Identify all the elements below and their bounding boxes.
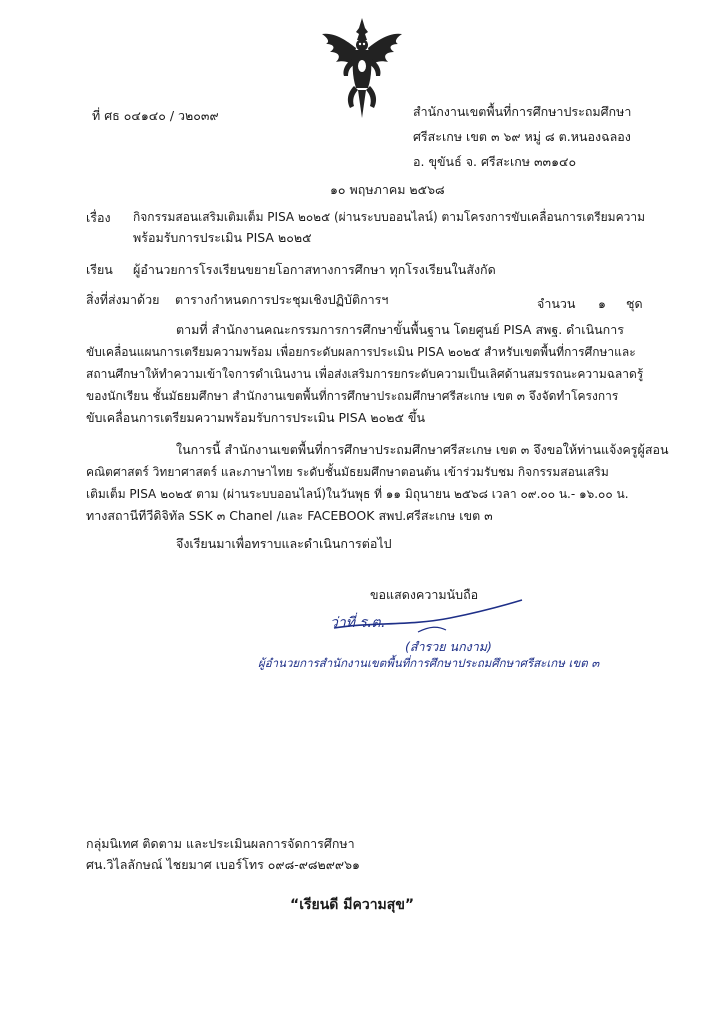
paragraph-1-line-5: ขับเคลื่อนการเตรียมความพร้อมรับการประเมิน PISA ๒๐๒๕ ขึ้น (86, 410, 426, 425)
footer-contact: ศน.วิไลลักษณ์ ไชยมาศ เบอร์โทร ๐๙๘-๙๘๒๙๙๖๑ (86, 857, 360, 872)
to-label: เรียน (86, 262, 113, 277)
to-text: ผู้อำนวยการโรงเรียนขยายโอกาสทางการศึกษา ทุกโรงเรียนในสังกัด (133, 262, 496, 277)
signature-script: ว่าที่ ร.ต. (330, 615, 385, 631)
signer-name: (สำรวย นกงาม) (405, 639, 492, 654)
footer-group: กลุ่มนิเทศ ติดตาม และประเมินผลการจัดการศึกษา (86, 836, 355, 851)
garuda-emblem-icon (318, 18, 406, 118)
enclosure-unit: ชุด (626, 296, 643, 311)
paragraph-2-line-1: ในการนี้ สำนักงานเขตพื้นที่การศึกษาประถมศึกษาศรีสะเกษ เขต ๓ จึงขอให้ท่านแจ้งครูผู้สอน (176, 442, 669, 457)
enclosure-qty: ๑ (598, 296, 606, 311)
paragraph-1-line-1: ตามที่ สำนักงานคณะกรรมการการศึกษาขั้นพื้นฐาน โดยศูนย์ PISA สพฐ. ดำเนินการ (176, 322, 624, 337)
paragraph-2-line-3: เติมเต็ม PISA ๒๐๒๕ ตาม (ผ่านระบบออนไลน์)ในวันพุธ ที่ ๑๑ มิถุนายน ๒๕๖๘ เวลา ๐๙.๐๐ น.- ๑๖.๐๐ น. (86, 487, 629, 501)
subject-label: เรื่อง (86, 210, 111, 225)
letter-number: ที่ ศธ ๐๔๑๔๐ / ว๒๐๓๙ (92, 108, 219, 123)
paragraph-1-line-2: ขับเคลื่อนแผนการเตรียมความพร้อม เพื่อยกระดับผลการประเมิน PISA ๒๐๒๕ สำหรับเขตพื้นที่การศึกษาและ (86, 345, 636, 359)
subject-line-1: กิจกรรมสอนเสริมเติมเต็ม PISA ๒๐๒๕ (ผ่านระบบออนไลน์) ตามโครงการขับเคลื่อนการเตรียมความ (133, 210, 645, 224)
letter-date: ๑๐ พฤษภาคม ๒๕๖๘ (330, 182, 445, 197)
enclosure-label: สิ่งที่ส่งมาด้วย (86, 292, 160, 307)
closing-request: จึงเรียนมาเพื่อทราบและดำเนินการต่อไป (176, 536, 392, 551)
signer-title: ผู้อำนวยการสำนักงานเขตพื้นที่การศึกษาประถมศึกษาศรีสะเกษ เขต ๓ (258, 656, 600, 670)
sender-line-3: อ. ขุขันธ์ จ. ศรีสะเกษ ๓๓๑๔๐ (413, 154, 577, 169)
paragraph-1-line-3: สถานศึกษาให้ทำความเข้าใจการดำเนินงาน เพื่อส่งเสริมการยกระดับความเป็นเลิศด้านสมรรถนะความฉลาดรู้ (86, 367, 644, 381)
motto: “เรียนดี มีความสุข” (290, 897, 415, 913)
enclosure-qty-label: จำนวน (537, 296, 576, 311)
enclosure-text: ตารางกำหนดการประชุมเชิงปฏิบัติการฯ (175, 292, 389, 307)
sender-line-1: สำนักงานเขตพื้นที่การศึกษาประถมศึกษา (413, 104, 632, 119)
paragraph-2-line-4: ทางสถานีทีวีดิจิทัล SSK ๓ Chanel /และ FACEBOOK สพป.ศรีสะเกษ เขต ๓ (86, 508, 493, 523)
paragraph-2-line-2: คณิตศาสตร์ วิทยาศาสตร์ และภาษาไทย ระดับชั้นมัธยมศึกษาตอนต้น เข้าร่วมรับชม กิจกรรมสอนเสริม (86, 465, 609, 479)
salutation: ขอแสดงความนับถือ (370, 587, 479, 602)
subject-line-2: พร้อมรับการประเมิน PISA ๒๐๒๕ (133, 230, 312, 245)
sender-line-2: ศรีสะเกษ เขต ๓ ๖๙ หมู่ ๘ ต.หนองฉลอง (413, 129, 631, 144)
signature-stroke (330, 596, 530, 640)
paragraph-1-line-4: ของนักเรียน ชั้นมัธยมศึกษา สำนักงานเขตพื้นที่การศึกษาประถมศึกษาศรีสะเกษ เขต ๓ จึงจัดทำโครงการ (86, 389, 619, 403)
